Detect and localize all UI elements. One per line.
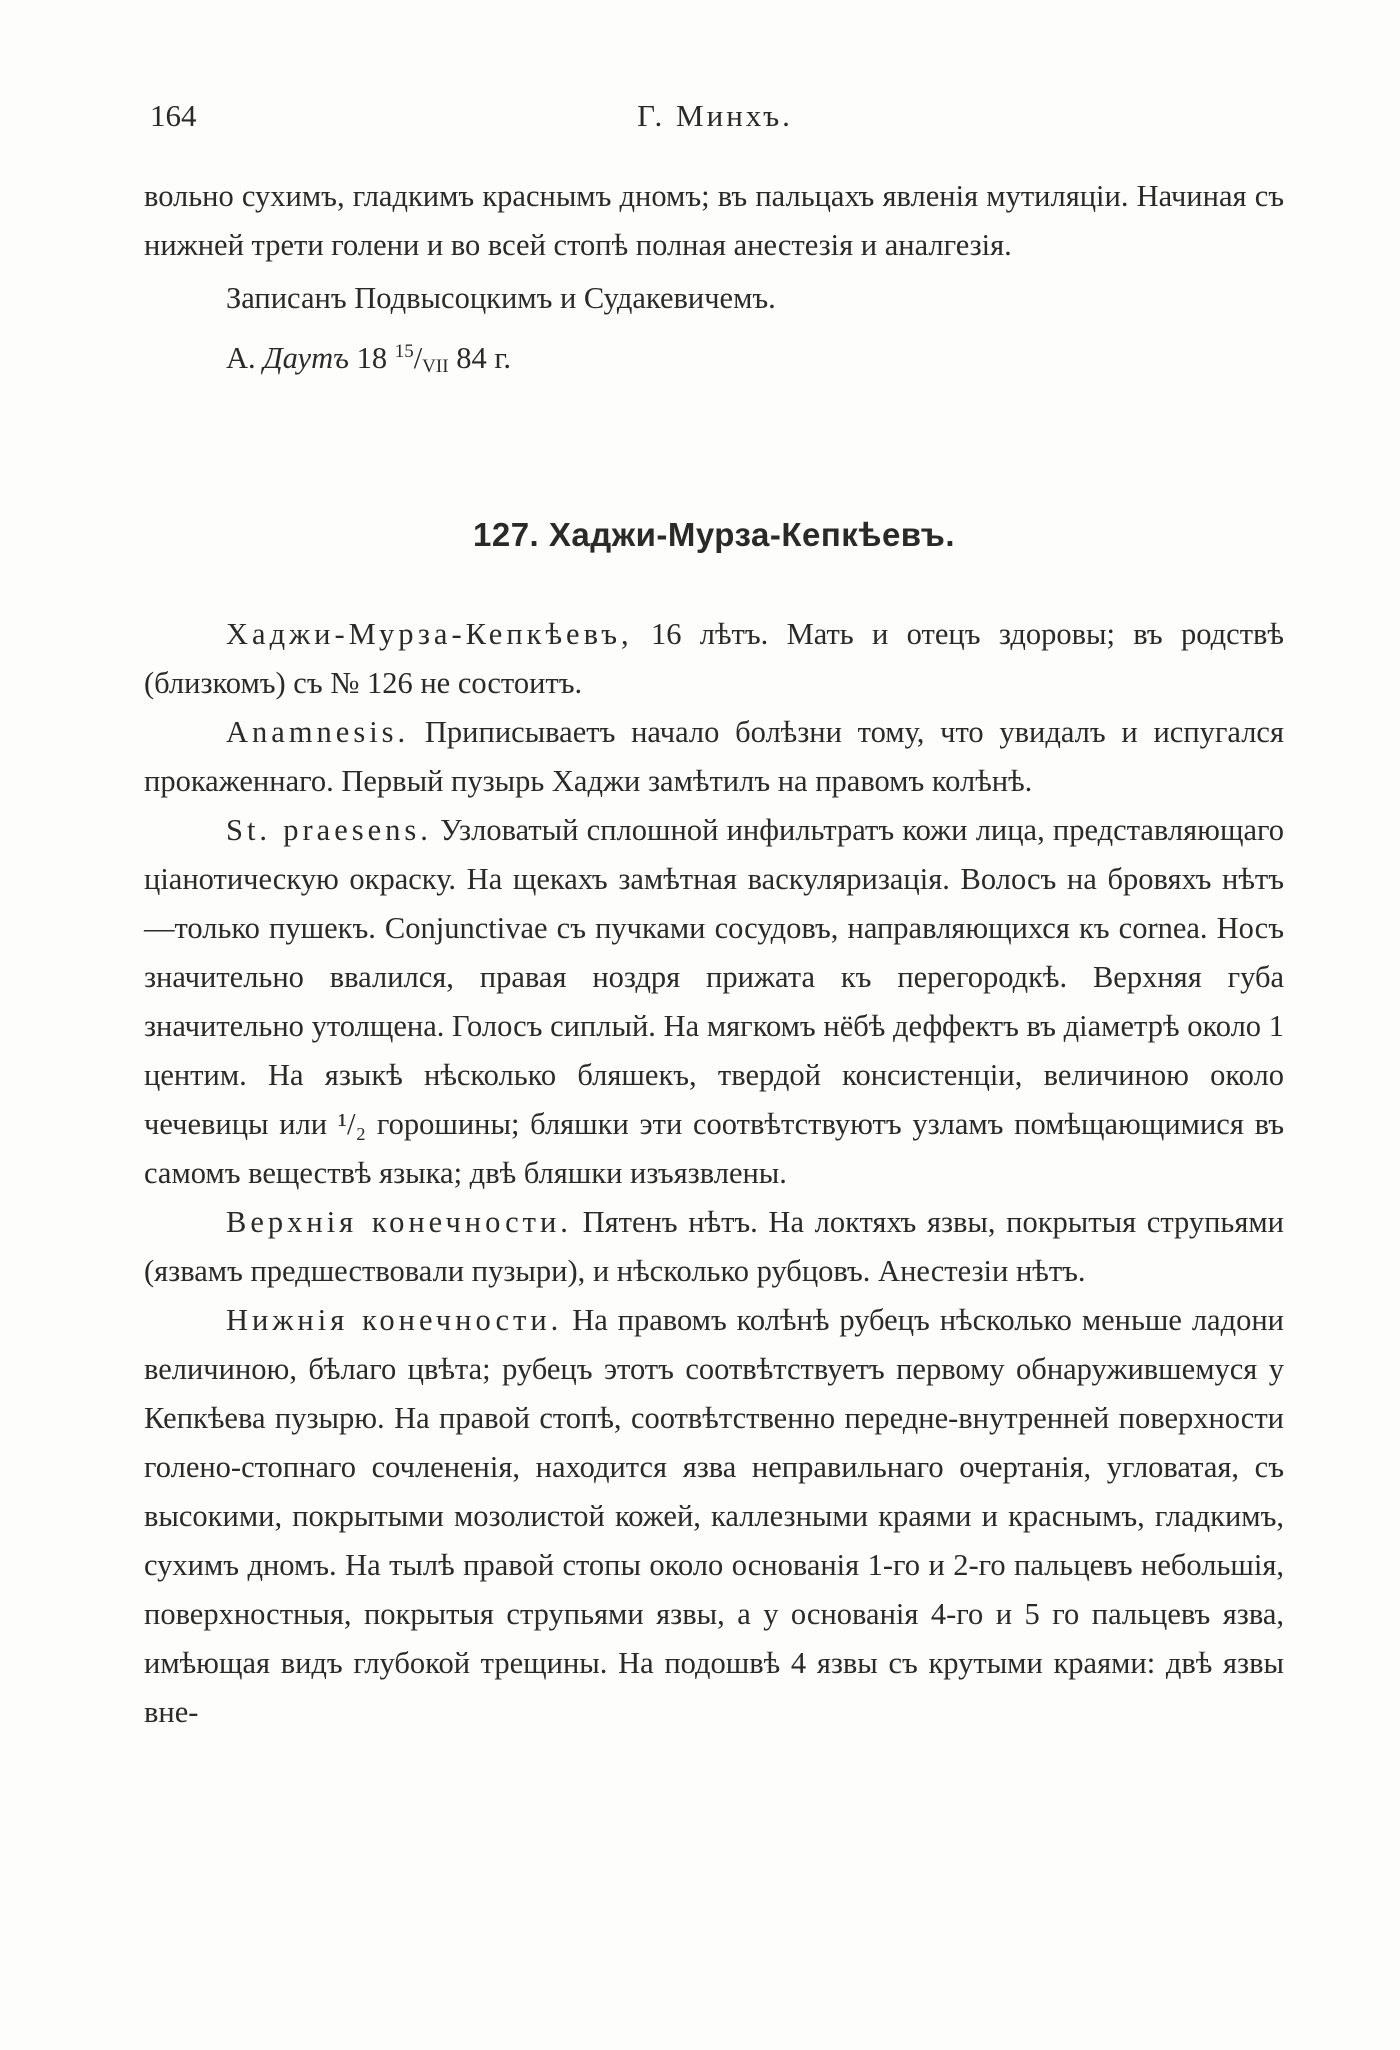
status-fraction: ¹/₂ — [337, 1107, 367, 1141]
status-text: Узловатый сплошной инфильтратъ кожи лица, представляющаго ціанотическую окраску. На щекахъ замѣтная васкуляризація. Волосъ на бровяхъ нѣтъ—только пушекъ. Conjunctivae съ пучками сосудовъ, направляющихся къ cornea. Носъ значительно ввалился, правая ноздря прижата къ перегородкѣ. Верхняя губа значительно утолщена. Голосъ сиплый. На мягкомъ нёбѣ деффектъ въ діаметрѣ около 1 центим. На языкѣ нѣсколько бляшекъ, твердой консистенціи, величиною около чечевицы или — [144, 813, 1284, 1141]
case-body — [144, 610, 1284, 1737]
patient-name: Хаджи-Мурза-Кепкѣевъ, — [226, 617, 633, 651]
status-text-continued: горошины; бляшки эти соотвѣтствуютъ узламъ помѣщающимися въ самомъ веществѣ языка; двѣ бляшки изъязвлены. — [144, 1107, 1284, 1190]
continuation-paragraph: вольно сухимъ, гладкимъ краснымъ дномъ; въ пальцахъ явленія мутиляціи. Начиная съ нижней трети голени и во всей стопѣ полная анестезія и аналгезія. — [144, 179, 1284, 262]
date-tail: 84 г. — [456, 341, 512, 375]
date-day: 15 — [394, 341, 414, 362]
anamnesis-text: Приписываетъ начало болѣзни тому, что увидалъ и испугался прокаженнаго. Первый пузырь Хаджи замѣтилъ на правомъ колѣнѣ. — [144, 715, 1284, 798]
running-title: Г. Минхъ. — [637, 98, 793, 133]
status-label: St. praesens. — [226, 813, 432, 847]
page-number: 164 — [150, 98, 197, 133]
running-header — [150, 98, 1280, 138]
status-paragraph — [144, 806, 1284, 1198]
lower-limbs-label: Нижнія конечности. — [226, 1303, 563, 1337]
date-slash: / — [413, 341, 423, 375]
anamnesis-label: Anamnesis. — [226, 715, 410, 749]
date-prefix: А. — [226, 341, 256, 375]
date-month: VII — [422, 356, 449, 377]
upper-limbs-label: Верхнія конечности. — [226, 1205, 572, 1239]
upper-limbs-paragraph — [144, 1198, 1284, 1296]
continuation-block — [144, 172, 1284, 391]
intro-text: 16 лѣтъ. Мать и отецъ здоровы; въ родствѣ (близкомъ) съ № 126 не состоитъ. — [144, 617, 1284, 700]
date-year: 18 — [356, 341, 388, 375]
section-heading: 127. Хаджи-Мурза-Кепкѣевъ. — [473, 516, 955, 553]
intro-paragraph — [144, 610, 1284, 708]
lower-limbs-paragraph — [144, 1296, 1284, 1737]
recorded-by-line: Записанъ Подвысоцкимъ и Судакевичемъ. — [226, 281, 776, 315]
anamnesis-paragraph — [144, 708, 1284, 806]
upper-limbs-text: Пятенъ нѣтъ. На локтяхъ язвы, покрытыя струпьями (язвамъ предшествовали пузыри), и нѣсколько рубцовъ. Анестезіи нѣтъ. — [144, 1205, 1284, 1288]
lower-limbs-text: На правомъ колѣнѣ рубецъ нѣсколько меньше ладони величиною, бѣлаго цвѣта; рубецъ этотъ соотвѣтствуетъ первому обнаружившемуся у Кепкѣева пузырю. На правой стопѣ, соотвѣтственно передне-внутренней поверхности голено-стопнаго сочлененія, находится язва неправильнаго очертанія, угловатая, съ высокими, покрытыми мозолистой кожей, каллезными краями и краснымъ, гладкимъ, сухимъ дномъ. На тылѣ правой стопы около основанія 1-го и 2-го пальцевъ небольшія, поверхностныя, покрытыя струпьями язвы, а у основанія 4-го и 5 го пальцевъ язва, имѣющая видъ глубокой трещины. На подошвѣ 4 язвы съ крутыми краями: двѣ язвы вне- — [144, 1303, 1285, 1729]
place-name: Даутъ — [263, 341, 349, 375]
date-line — [144, 327, 1284, 391]
